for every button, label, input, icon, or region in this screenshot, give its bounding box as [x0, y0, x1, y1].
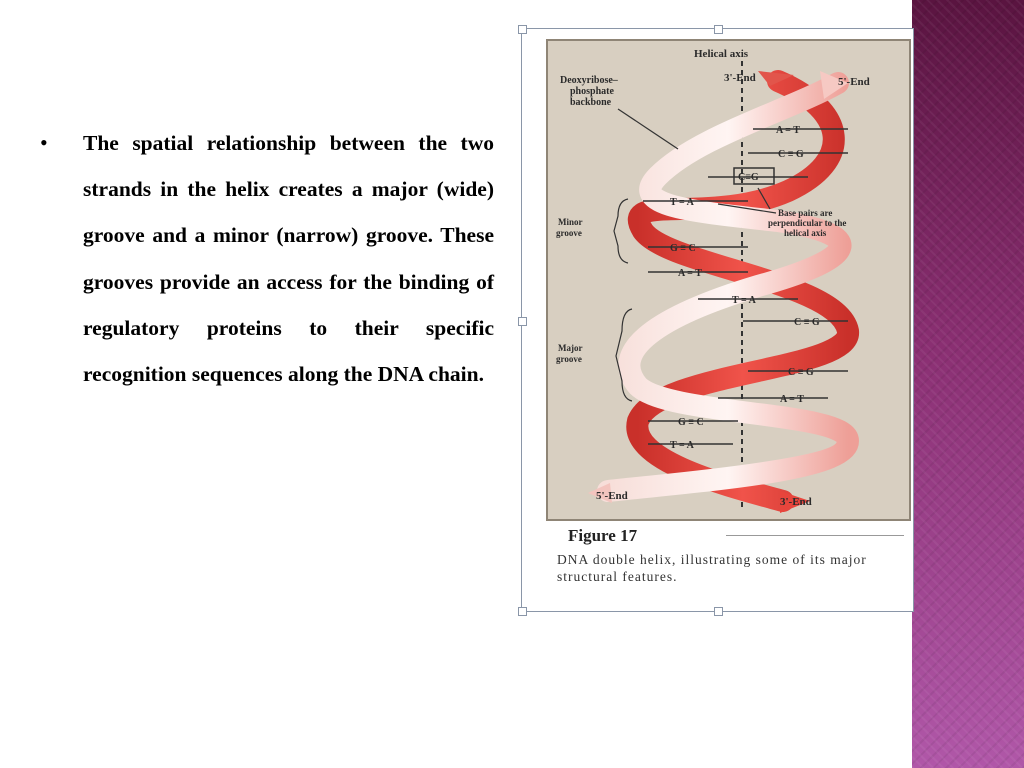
bullet-text: The spatial relationship between the two strands in the helix creates a major (wide) groove and a minor (narrow) groove. These grooves provide an access for the binding of regulatory proteins to their specific recognition sequences along the DNA chain. — [83, 131, 494, 387]
caption-divider — [726, 535, 904, 536]
base-pair-label: C ≡ G — [788, 367, 814, 378]
dna-figure — [546, 39, 911, 521]
base-pairs-note-line-1: Base pairs are — [778, 208, 833, 218]
decorative-side-band — [912, 0, 1024, 768]
major-groove-label-line-2: groove — [556, 354, 582, 364]
resize-handle[interactable] — [518, 317, 527, 326]
base-pair-label: C≡G — [738, 172, 759, 183]
figure-caption-title: Figure 17 — [568, 526, 638, 545]
minor-groove-bracket — [614, 199, 628, 263]
base-pair-label: T = A — [732, 295, 756, 306]
backbone-label-line-2: phosphate — [570, 86, 614, 97]
base-pair-label: A = T — [776, 125, 800, 136]
base-pairs-note-line-3: helical axis — [784, 228, 827, 238]
resize-handle[interactable] — [518, 25, 527, 34]
figure-caption-text: DNA double helix, illustrating some of its major structural features. — [557, 552, 867, 584]
resize-handle[interactable] — [518, 607, 527, 616]
bullet-point — [40, 120, 494, 397]
major-groove-label-line-1: Major — [558, 343, 583, 353]
minor-groove-label-line-1: Minor — [558, 217, 583, 227]
base-pair-label: A = T — [780, 394, 804, 405]
resize-handle[interactable] — [714, 607, 723, 616]
five-end-bottom-label: 5'-End — [596, 490, 628, 502]
base-pairs-note-line-2: perpendicular to the — [768, 218, 847, 228]
five-end-top-label: 5'-End — [838, 76, 870, 88]
resize-handle[interactable] — [714, 25, 723, 34]
backbone-label-line-1: Deoxyribose– — [560, 75, 618, 86]
helical-axis-label: Helical axis — [694, 48, 749, 60]
three-end-top-label: 3'-End — [724, 72, 756, 84]
backbone-label-line-3: backbone — [570, 97, 612, 108]
base-pair-label: T = A — [670, 197, 694, 208]
base-pair-label: A = T — [678, 268, 702, 279]
base-pair-label: C ≡ G — [778, 149, 804, 160]
backbone-pointer — [618, 109, 678, 149]
base-pair-label: T = A — [670, 440, 694, 451]
minor-groove-label-line-2: groove — [556, 228, 582, 238]
base-pair-label: G ≡ C — [670, 243, 696, 254]
bullet-symbol: • — [40, 130, 48, 155]
three-end-bottom-label: 3'-End — [780, 496, 812, 508]
base-pair-label: G ≡ C — [678, 417, 704, 428]
dna-helix-diagram — [548, 41, 909, 519]
base-pair-label: C ≡ G — [794, 317, 820, 328]
